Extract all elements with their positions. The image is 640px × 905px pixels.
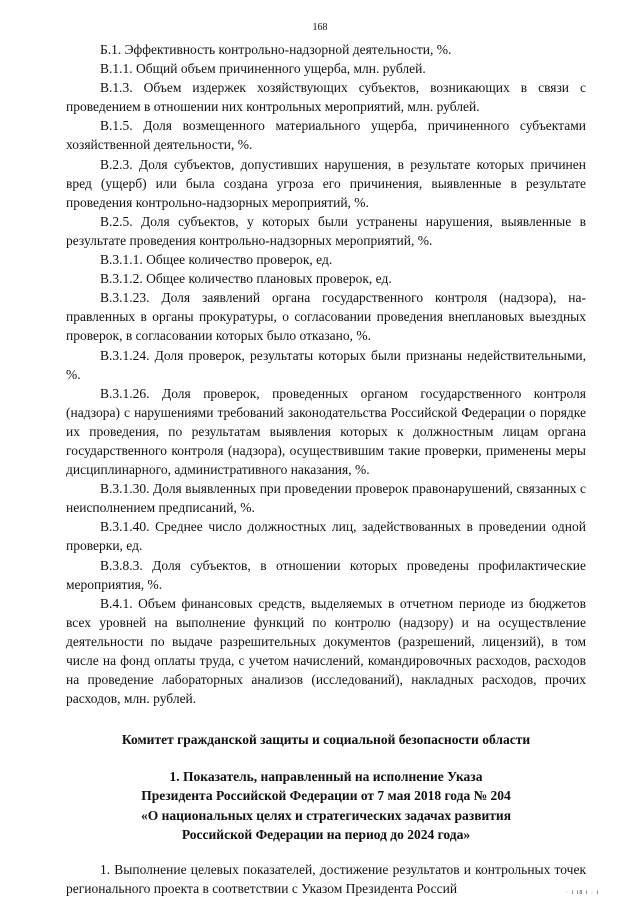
paragraph-v3-1-24: В.3.1.24. Доля проверок, результаты которых были признаны недействительными, %. bbox=[66, 347, 586, 382]
paragraph-v2-5: В.2.5. Доля субъектов, у которых были устранены нарушения, выявленные в результате проведения контрольно-надзорных мероприятий, %. bbox=[66, 213, 586, 248]
paragraph-v3-1-40: В.3.1.40. Среднее число должностных лиц, задействованных в проведении одной проверки, ед. bbox=[66, 519, 586, 554]
decree-title-line-2: Президента Российской Федерации от 7 мая 2018 года № 204 bbox=[141, 788, 511, 804]
paragraph-v3-1-30: В.3.1.30. Доля выявленных при проведении проверок правонарушений, связанных с неисполнением предписаний, %. bbox=[66, 481, 586, 516]
page-number: 168 bbox=[312, 22, 328, 33]
paragraph-v1-3: В.1.3. Объем издержек хозяйствующих субъектов, возникающих в связи с проведением в отношении них контрольных мероприятий, млн. рублей. bbox=[66, 80, 586, 115]
decree-title-line-3: «О национальных целях и стратегических задачах развития bbox=[140, 807, 512, 823]
paragraph-v3-1-26: В.3.1.26. Доля проверок, проведенных органом государственного контроля (надзора) с нарушениями требований законодательства Российской Федерации о порядке их проведения, по результатам выявления которых к должностным лицам органа государственного контроля (надзора), осуществившим такие проверки, применены меры дисциплинарного, административного наказания, %. bbox=[66, 385, 586, 478]
decree-title-line-4: Российской Федерации на период до 2024 года» bbox=[181, 826, 471, 842]
paragraph-v4-1: В.4.1. Объем финансовых средств, выделяемых в отчетном периоде из бюджетов всех уровней на выполнение функций по контролю (надзору) и на осуществление деятельности по выдаче разрешительных документов (разрешений, лицензий), в том числе на фонд оплаты труда, с учетом начислений, командировочных расходов, расходов на проведение лабораторных анализов (исследований), накладных расходов, прочих расходов, млн. рублей. bbox=[66, 595, 586, 707]
footer-mark: · i i8 i · i bbox=[566, 890, 600, 896]
paragraph-target-indicators: 1. Выполнение целевых показателей, достижение результатов и контрольных точек регионального проекта в соответствии с Указом Президента Россий bbox=[66, 861, 586, 896]
decree-title bbox=[66, 767, 586, 843]
document-body bbox=[66, 40, 586, 898]
paragraph-v3-1-2: В.3.1.2. Общее количество плановых проверок, ед. bbox=[100, 271, 392, 287]
paragraph-v3-8-3: В.3.8.3. Доля субъектов, в отношении которых проведены профилактические мероприятия, %. bbox=[66, 557, 586, 592]
paragraph-b1: Б.1. Эффективность контрольно-надзорной деятельности, %. bbox=[100, 42, 452, 57]
paragraph-v3-1-23: В.3.1.23. Доля заявлений органа государственного контроля (надзора), направленных в органы прокуратуры, о согласовании проведения внеплановых выездных проверок, в согласовании которых было отказано, %. bbox=[66, 290, 586, 344]
paragraph-v1-5: В.1.5. Доля возмещенного материального ущерба, причиненного субъектами хозяйственной деятельности, %. bbox=[66, 118, 586, 153]
decree-title-line-1: 1. Показатель, направленный на исполнение Указа bbox=[169, 769, 483, 785]
paragraph-v3-1-1: В.3.1.1. Общее количество проверок, ед. bbox=[100, 252, 333, 268]
paragraph-v1-1: В.1.1. Общий объем причиненного ущерба, млн. рублей. bbox=[100, 61, 426, 77]
section-title: Комитет гражданской защиты и социальной безопасности области bbox=[121, 732, 531, 748]
paragraph-v2-3: В.2.3. Доля субъектов, допустивших нарушения, в результате которых причинен вред (ущерб) или была создана угроза его причинения, выявленные в результате проведения контрольно-надзорных мероприятий, %. bbox=[66, 156, 586, 210]
